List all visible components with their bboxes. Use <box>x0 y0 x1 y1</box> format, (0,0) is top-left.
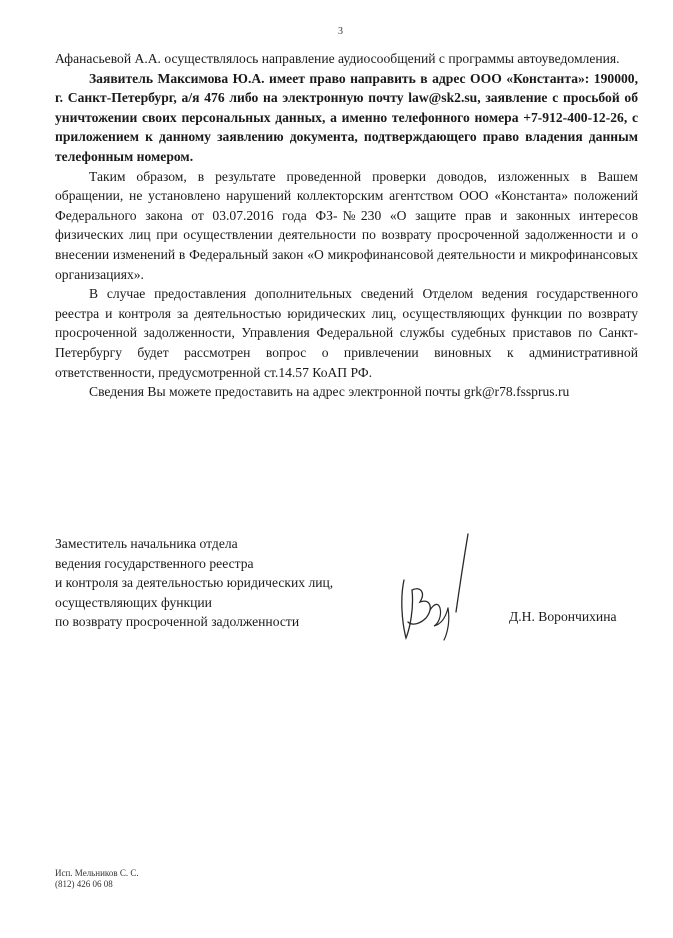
signatory-title-line: ведения государственного реестра <box>55 555 254 571</box>
paragraph-5: Сведения Вы можете предоставить на адрес электронной почты grk@r78.fssprus.ru <box>89 384 570 400</box>
signatory-title-line: осуществляющих функции <box>55 594 212 610</box>
paragraph-1: Афанасьевой А.А. осуществлялось направление аудиосообщений с программы автоуведомления. <box>55 51 620 66</box>
signatory-title-line: Заместитель начальника отдела <box>55 536 238 551</box>
paragraph-4: В случае предоставления дополнительных сведений Отделом ведения государственного реестра и контроля за деятельностью юридических лиц, осуществляющих функции по возврату просроченной задолженности, Управления Федеральной службы судебных приставов по Санкт-Петербургу будет рассмотрен вопрос о привлечении виновных к административной ответственности, предусмотренной ст.14.57 КоАП РФ. <box>55 286 638 380</box>
signatory-title-line: по возврату просроченной задолженности <box>55 614 300 630</box>
signatory-name: Д.Н. Ворончихина <box>509 609 617 624</box>
paragraph-3: Таким образом, в результате проведенной проверки доводов, изложенных в Вашем обращении, не установлено нарушений коллекторским агентством ООО «Константа» положений Федерального закона от 03.07.2016 года ФЗ-№230 «О защите прав и законных интересов физических лиц при осуществлении деятельности по возврату просроченной задолженности и о внесении изменений в Федеральный закон «О микрофинансовой деятельности и микрофинансовых организациях». <box>55 168 638 282</box>
handwritten-signature <box>390 528 480 648</box>
letter-body <box>55 49 638 402</box>
signatory-title-line: и контроля за деятельностью юридических лиц, <box>55 575 334 591</box>
page-number: 3 <box>338 26 343 37</box>
paragraph-2: Заявитель Максимова Ю.А. имеет право направить в адрес ООО «Константа»: 190000, г. Санкт-Петербург, а/я 476 либо на электронную почту law@sk2.su, заявление с просьбой об уничтожении своих персональных данных, а именно телефонного номера +7-912-400-12-26, с приложением к данному заявлению документа, подтверждающего право владения данным телефонным номером. <box>55 70 638 164</box>
signatory-title <box>55 534 375 632</box>
executor-phone: (812) 426 06 08 <box>55 879 113 889</box>
executor-name: Исп. Мельников С. С. <box>55 868 139 878</box>
executor-info <box>55 868 139 890</box>
